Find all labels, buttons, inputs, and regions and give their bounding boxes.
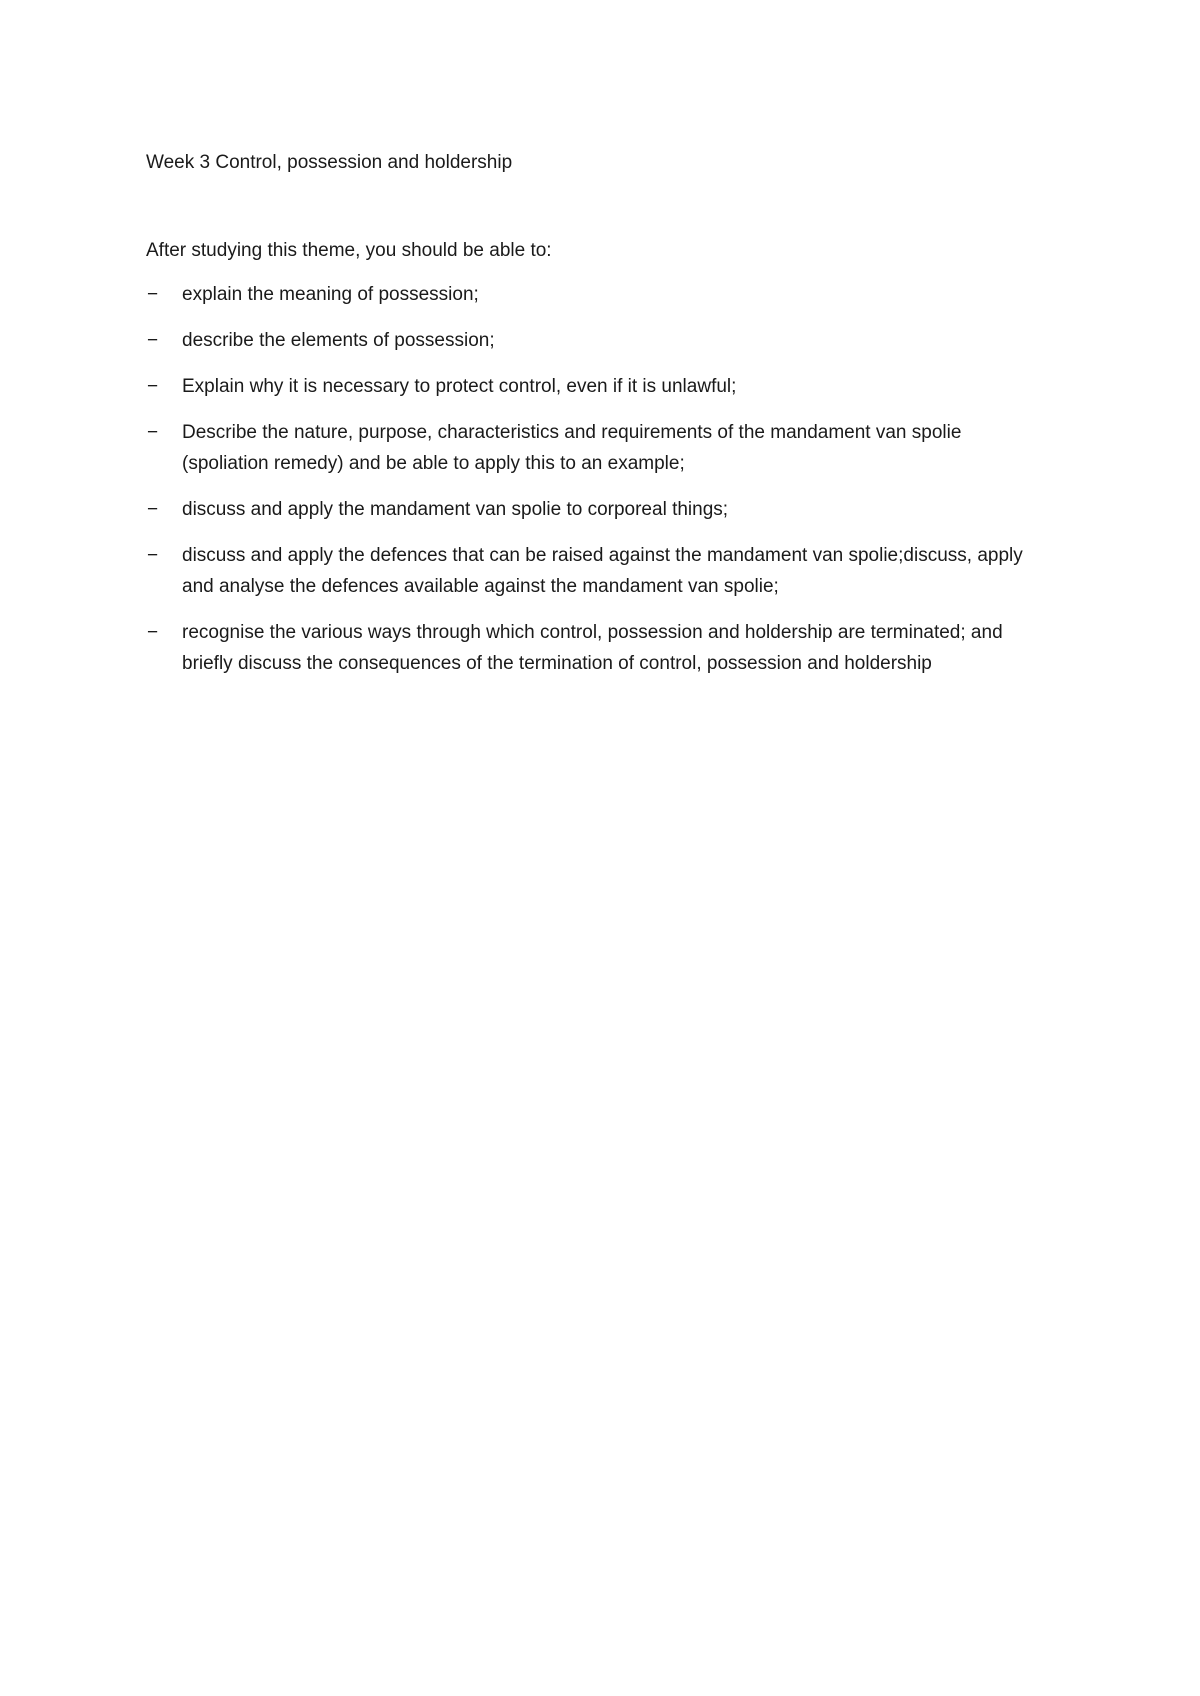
dash-bullet: −	[147, 422, 159, 443]
objective-text: discuss and apply the mandament van spolie to corporeal things;	[182, 499, 729, 520]
objective-text: describe the elements of possession;	[182, 330, 495, 351]
dash-bullet: −	[147, 545, 159, 566]
list-item	[146, 371, 1046, 402]
objectives-list	[146, 279, 1046, 679]
intro-text: After studying this theme, you should be able to:	[146, 240, 552, 261]
document-body	[146, 147, 1046, 679]
dash-bullet: −	[147, 622, 159, 643]
objective-text: explain the meaning of possession;	[182, 284, 479, 305]
dash-bullet: −	[147, 376, 159, 397]
list-item	[146, 494, 1046, 525]
document-title: Week 3 Control, possession and holdership	[146, 152, 513, 173]
list-item	[146, 617, 1046, 679]
dash-bullet: −	[147, 499, 159, 520]
dash-bullet: −	[147, 284, 159, 305]
list-item	[146, 540, 1046, 602]
list-item	[146, 279, 1046, 310]
list-item	[146, 325, 1046, 356]
objective-text: Explain why it is necessary to protect control, even if it is unlawful;	[182, 376, 737, 397]
objective-text: recognise the various ways through which control, possession and holdership are terminated; and briefly discuss the consequences of the termination of control, possession and holdership	[182, 622, 1003, 674]
objective-text: discuss and apply the defences that can be raised against the mandament van spolie;discuss, apply and analyse the defences available against the mandament van spolie;	[182, 545, 1023, 597]
dash-bullet: −	[147, 330, 159, 351]
objective-text: Describe the nature, purpose, characteristics and requirements of the mandament van spolie (spoliation remedy) and be able to apply this to an example;	[182, 422, 962, 474]
list-item	[146, 417, 1046, 479]
